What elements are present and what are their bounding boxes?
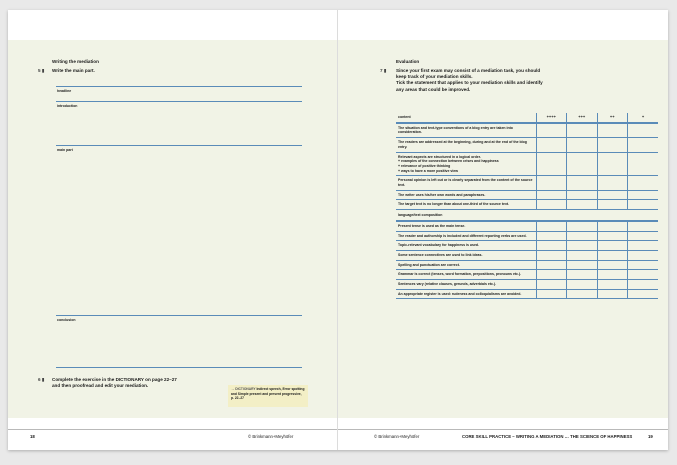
- left-footer-rule: [8, 429, 338, 430]
- rating-checkbox-cell[interactable]: [536, 241, 567, 251]
- rating-checkbox-cell[interactable]: [597, 280, 628, 290]
- rating-checkbox-cell[interactable]: [536, 190, 567, 200]
- rating-checkbox-cell[interactable]: [628, 270, 659, 280]
- rating-checkbox-cell[interactable]: [567, 289, 598, 299]
- rating-checkbox-cell[interactable]: [536, 200, 567, 210]
- right-publisher: © Brinkmann+Meyhöfer: [374, 434, 420, 439]
- criterion-text: Grammar is correct (tenses, word formation, prepositions, pronouns etc.).: [398, 272, 522, 277]
- task-6-line-1: Complete the exercise in the DICTIONARY on page 22–27: [52, 377, 177, 382]
- rating-checkbox-cell[interactable]: [628, 138, 659, 152]
- table-row: [396, 190, 658, 200]
- rating-checkbox-cell[interactable]: [597, 176, 628, 190]
- criterion-bullet: + relevance of positive thinking: [398, 163, 451, 168]
- introduction-section[interactable]: [56, 101, 302, 145]
- criterion-text: The readers are addressed at the beginning, during and at the end of the blog entry.: [398, 140, 527, 149]
- criterion-text: Relevant aspects are structured in a logical order.: [398, 154, 481, 159]
- rating-checkbox-cell[interactable]: [628, 280, 659, 290]
- headline-section[interactable]: [56, 86, 302, 101]
- criterion-text: Sentences vary (relative clauses, gerunds, adverbials etc.).: [398, 282, 497, 287]
- footer-chapter-title: THE SCIENCE OF HAPPINESS: [570, 434, 633, 439]
- dictionary-reference-text: Indirect speech, Error spotting and Simple present and present progressive, p. 22–27: [231, 387, 305, 401]
- table-row: [396, 280, 658, 290]
- rating-checkbox-cell[interactable]: [536, 289, 567, 299]
- rating-checkbox-cell[interactable]: [628, 152, 659, 176]
- book-spread: [8, 10, 668, 450]
- rating-header-2: ++: [597, 113, 628, 123]
- table-row: [396, 176, 658, 190]
- task-number-5: 5 ▮: [38, 68, 45, 73]
- rating-checkbox-cell[interactable]: [628, 176, 659, 190]
- rating-header-3: +++: [567, 113, 598, 123]
- rating-checkbox-cell[interactable]: [536, 270, 567, 280]
- criterion-text: The writer uses his/her own words and paraphrases.: [398, 192, 486, 197]
- language-section-header: language/text composition: [396, 210, 658, 221]
- criterion-cell: [396, 250, 536, 260]
- right-footer-section: [462, 434, 632, 439]
- conclusion-section[interactable]: [56, 315, 302, 368]
- language-section-row: [396, 210, 658, 221]
- rating-checkbox-cell[interactable]: [597, 200, 628, 210]
- table-row: [396, 152, 658, 176]
- task-7-line-3: Tick the statement that applies to your mediation skills and identify: [396, 80, 543, 86]
- footer-separator: …: [564, 434, 569, 439]
- rating-header-4: ++++: [536, 113, 567, 123]
- criterion-text: The situation and text-type conventions of a blog entry are taken into consideration.: [398, 125, 513, 135]
- criterion-bullet: + ways to have a more positive view: [398, 168, 459, 173]
- introduction-label: introduction: [57, 104, 78, 108]
- rating-checkbox-cell[interactable]: [567, 200, 598, 210]
- table-row: [396, 250, 658, 260]
- rating-checkbox-cell[interactable]: [597, 241, 628, 251]
- criterion-cell: [396, 260, 536, 270]
- table-header-row: [396, 113, 658, 123]
- conclusion-label: conclusion: [57, 318, 76, 322]
- footer-section-title: CORE SKILL PRACTICE – WRITING A MEDIATION: [462, 434, 564, 439]
- rating-checkbox-cell[interactable]: [628, 190, 659, 200]
- rating-checkbox-cell[interactable]: [567, 138, 598, 152]
- rating-checkbox-cell[interactable]: [536, 152, 567, 176]
- criterion-text: Personal opinion is left out or is clearly separated from the content of the source text.: [398, 178, 533, 188]
- rating-checkbox-cell[interactable]: [597, 260, 628, 270]
- rating-checkbox-cell[interactable]: [628, 200, 659, 210]
- main-part-label: main part: [57, 148, 73, 152]
- criterion-text: Some sentence connectives are used to link ideas.: [398, 252, 483, 257]
- right-footer-rule: [338, 429, 668, 430]
- rating-checkbox-cell[interactable]: [536, 250, 567, 260]
- task-number-7: 7 ▮: [380, 68, 387, 73]
- rating-checkbox-cell[interactable]: [597, 138, 628, 152]
- right-heading: Evaluation: [396, 59, 420, 64]
- rating-checkbox-cell[interactable]: [597, 190, 628, 200]
- rating-checkbox-cell[interactable]: [536, 123, 567, 138]
- rating-checkbox-cell[interactable]: [567, 190, 598, 200]
- writing-box: [56, 86, 302, 368]
- criterion-cell: [396, 200, 536, 210]
- rating-checkbox-cell[interactable]: [567, 241, 598, 251]
- rating-checkbox-cell[interactable]: [536, 260, 567, 270]
- table-row: [396, 200, 658, 210]
- table-row: [396, 231, 658, 241]
- rating-checkbox-cell[interactable]: [536, 221, 567, 231]
- rating-checkbox-cell[interactable]: [597, 221, 628, 231]
- criterion-cell: [396, 289, 536, 299]
- table-row: [396, 270, 658, 280]
- rating-checkbox-cell[interactable]: [597, 231, 628, 241]
- table-row: [396, 289, 658, 299]
- criterion-text: Spelling and punctuation are correct.: [398, 262, 460, 267]
- criterion-cell: [396, 221, 536, 231]
- task-5-text: Write the main part.: [52, 68, 95, 73]
- rating-checkbox-cell[interactable]: [597, 123, 628, 138]
- rating-checkbox-cell[interactable]: [628, 221, 659, 231]
- rating-header-1: +: [641, 114, 645, 119]
- criterion-cell: [396, 123, 536, 138]
- criterion-text: Topic-relevant vocabulary for happiness is used.: [398, 243, 480, 248]
- criterion-text: Present tense is used as the main tense.: [398, 223, 466, 228]
- rating-checkbox-cell[interactable]: [628, 231, 659, 241]
- task-7-line-4: any areas that could be improved.: [396, 86, 471, 92]
- task-6-text: [52, 377, 177, 389]
- rating-checkbox-cell[interactable]: [536, 176, 567, 190]
- rating-checkbox-cell[interactable]: [567, 231, 598, 241]
- rating-checkbox-cell[interactable]: [567, 270, 598, 280]
- criterion-cell: [396, 190, 536, 200]
- criterion-cell: [396, 176, 536, 190]
- rating-checkbox-cell[interactable]: [597, 250, 628, 260]
- table-row: [396, 123, 658, 138]
- task-7-line-1: Since your first exam may consist of a mediation task, you should: [396, 68, 541, 73]
- rating-checkbox-cell[interactable]: [567, 176, 598, 190]
- left-page: [8, 10, 338, 450]
- rating-checkbox-cell[interactable]: [628, 123, 659, 138]
- left-publisher: © Brinkmann+Meyhöfer: [248, 434, 294, 439]
- criterion-cell: [396, 231, 536, 241]
- task-6-line-2: and then proofread and edit your mediation.: [52, 383, 149, 389]
- headline-label: headline: [57, 89, 72, 93]
- criterion-cell: [396, 280, 536, 290]
- left-page-number: 18: [30, 434, 35, 439]
- right-page-number: 19: [648, 434, 653, 439]
- criterion-text: The target text is no longer than about one-third of the source text.: [398, 202, 510, 207]
- right-page: [338, 10, 668, 450]
- table-row: [396, 260, 658, 270]
- content-header: content: [396, 113, 536, 123]
- criterion-text: An appropriate register is used: rudeness and colloquialisms are avoided.: [398, 291, 522, 296]
- task-number-6: 6 ▮: [38, 377, 45, 382]
- rating-checkbox-cell[interactable]: [536, 280, 567, 290]
- rating-checkbox-cell[interactable]: [597, 270, 628, 280]
- rating-checkbox-cell[interactable]: [536, 138, 567, 152]
- task-7-line-2: keep track of your mediation skills.: [396, 74, 473, 80]
- main-part-section[interactable]: [56, 145, 302, 315]
- rating-checkbox-cell[interactable]: [567, 250, 598, 260]
- criterion-bullet: + examples of the connection between crises and happiness: [398, 159, 499, 164]
- rating-checkbox-cell[interactable]: [567, 123, 598, 138]
- criterion-cell: [396, 138, 536, 152]
- rating-checkbox-cell[interactable]: [567, 221, 598, 231]
- table-row: [396, 138, 658, 152]
- evaluation-table: [396, 113, 658, 299]
- dictionary-reference-note: [228, 385, 308, 407]
- criterion-cell: [396, 270, 536, 280]
- criterion-cell: [396, 152, 536, 176]
- rating-checkbox-cell[interactable]: [628, 250, 659, 260]
- rating-checkbox-cell[interactable]: [567, 280, 598, 290]
- rating-checkbox-cell[interactable]: [567, 152, 598, 176]
- rating-checkbox-cell[interactable]: [628, 241, 659, 251]
- rating-checkbox-cell[interactable]: [597, 152, 628, 176]
- rating-checkbox-cell[interactable]: [597, 289, 628, 299]
- criterion-text: The reader and authorship is included and different reporting verbs are used.: [398, 233, 527, 238]
- criterion-cell: [396, 241, 536, 251]
- left-heading: Writing the mediation: [52, 59, 99, 64]
- table-row: [396, 241, 658, 251]
- task-7-text: [396, 68, 543, 93]
- dictionary-reference-head: → DICTIONARY: [231, 387, 256, 391]
- table-row: [396, 221, 658, 231]
- rating-checkbox-cell[interactable]: [536, 231, 567, 241]
- rating-checkbox-cell[interactable]: [628, 289, 659, 299]
- rating-checkbox-cell[interactable]: [567, 260, 598, 270]
- rating-checkbox-cell[interactable]: [628, 260, 659, 270]
